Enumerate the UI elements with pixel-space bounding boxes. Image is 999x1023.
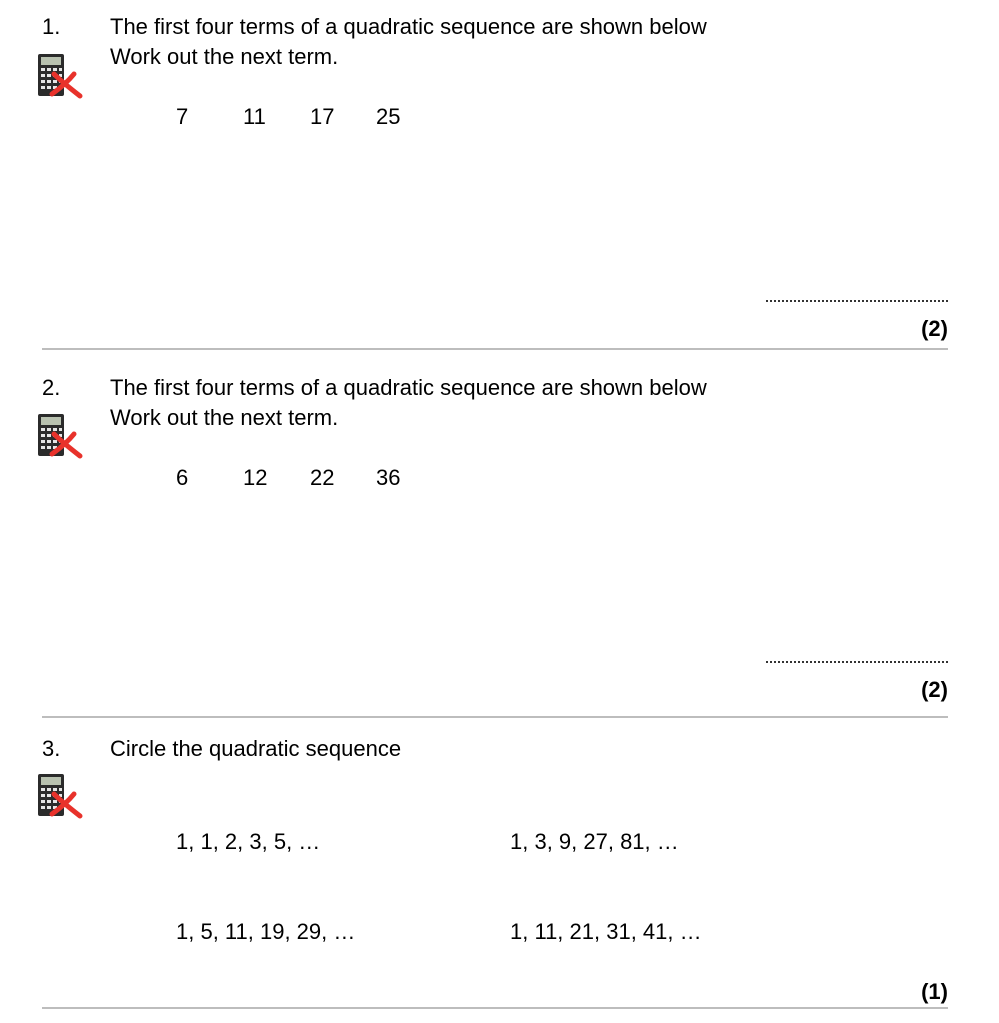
question-number: 1. bbox=[42, 14, 61, 39]
marks-label: (2) bbox=[921, 316, 948, 341]
marks-label: (1) bbox=[921, 979, 948, 1004]
no-calculator-icon bbox=[36, 772, 84, 820]
no-calculator-icon bbox=[36, 52, 84, 100]
marks-label: (2) bbox=[921, 677, 948, 702]
sequence-term: 17 bbox=[310, 104, 335, 129]
answer-line[interactable] bbox=[766, 300, 948, 302]
sequence-option[interactable]: 1, 3, 9, 27, 81, … bbox=[510, 829, 679, 854]
divider bbox=[42, 348, 948, 350]
divider bbox=[42, 1007, 948, 1009]
question-text-line-1: Circle the quadratic sequence bbox=[110, 736, 402, 761]
sequence-option[interactable]: 1, 1, 2, 3, 5, … bbox=[176, 829, 321, 854]
sequence-term: 6 bbox=[176, 465, 189, 490]
divider bbox=[42, 716, 948, 718]
question-number: 2. bbox=[42, 375, 61, 400]
sequence-term: 22 bbox=[310, 465, 335, 490]
no-calculator-icon bbox=[36, 412, 84, 460]
sequence-option[interactable]: 1, 11, 21, 31, 41, … bbox=[510, 919, 702, 944]
question-number: 3. bbox=[42, 736, 61, 761]
question-text-line-2: Work out the next term. bbox=[110, 405, 339, 430]
sequence-term: 7 bbox=[176, 104, 189, 129]
question-text-line-2: Work out the next term. bbox=[110, 44, 339, 69]
sequence-term: 36 bbox=[376, 465, 401, 490]
question-text-line-1: The first four terms of a quadratic sequence are shown below bbox=[110, 375, 707, 400]
question-text-line-1: The first four terms of a quadratic sequence are shown below bbox=[110, 14, 707, 39]
sequence-term: 25 bbox=[376, 104, 401, 129]
answer-line[interactable] bbox=[766, 661, 948, 663]
sequence-option[interactable]: 1, 5, 11, 19, 29, … bbox=[176, 919, 356, 944]
sequence-term: 11 bbox=[243, 104, 266, 129]
sequence-term: 12 bbox=[243, 465, 268, 490]
